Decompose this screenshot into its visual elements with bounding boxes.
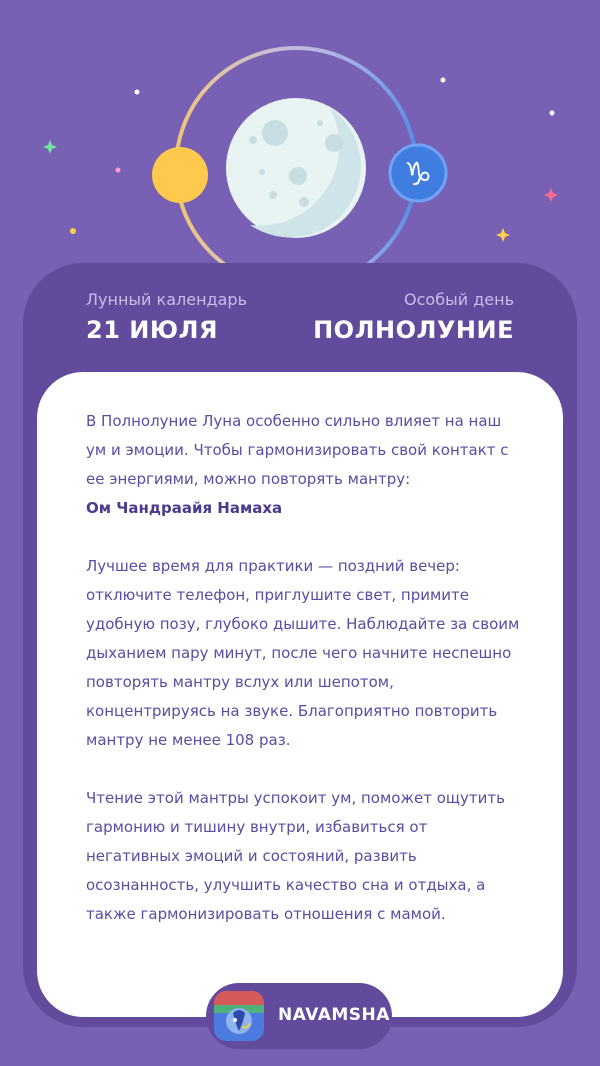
sun-icon — [152, 147, 208, 203]
calendar-date: 21 ИЮЛЯ — [86, 316, 218, 344]
benefits-paragraph: Чтение этой мантры успокоит ум, поможет ощутить гармонию и тишину внутри, избавиться от негативных эмоций и состояний, развить осознанность, улучшить качество сна и отдыха, а также гармонизировать отношения с мамой. — [86, 789, 505, 923]
intro-paragraph: В Полнолуние Луна особенно сильно влияет на наш ум и эмоции. Чтобы гармонизировать свой контакт с ее энергиями, можно повторять мантру: — [86, 412, 509, 488]
full-moon-icon — [226, 98, 366, 238]
special-day-caption: Особый день — [404, 290, 514, 309]
mantra-text: Ом Чандраайя Намаха — [86, 499, 283, 517]
special-day-title: ПОЛНОЛУНИЕ — [313, 316, 514, 344]
navamsha-logo-icon — [214, 991, 264, 1041]
brand-name: NAVAMSHA — [278, 1005, 390, 1025]
capricorn-icon: ♑ — [403, 155, 433, 193]
description-text — [86, 407, 526, 929]
brand-badge — [206, 983, 392, 1049]
zodiac-badge — [390, 145, 446, 201]
moon-phase-illustration — [0, 0, 600, 280]
calendar-caption: Лунный календарь — [86, 290, 247, 309]
practice-paragraph: Лучшее время для практики — поздний вечер: отключите телефон, приглушите свет, примите удобную позу, глубоко дышите. Наблюдайте за своим дыханием пару минут, после чего начните неспешно повторять мантру вслух или шепотом, концентрируясь на звуке. Благоприятно повторить мантру не менее 108 раз. — [86, 557, 520, 749]
